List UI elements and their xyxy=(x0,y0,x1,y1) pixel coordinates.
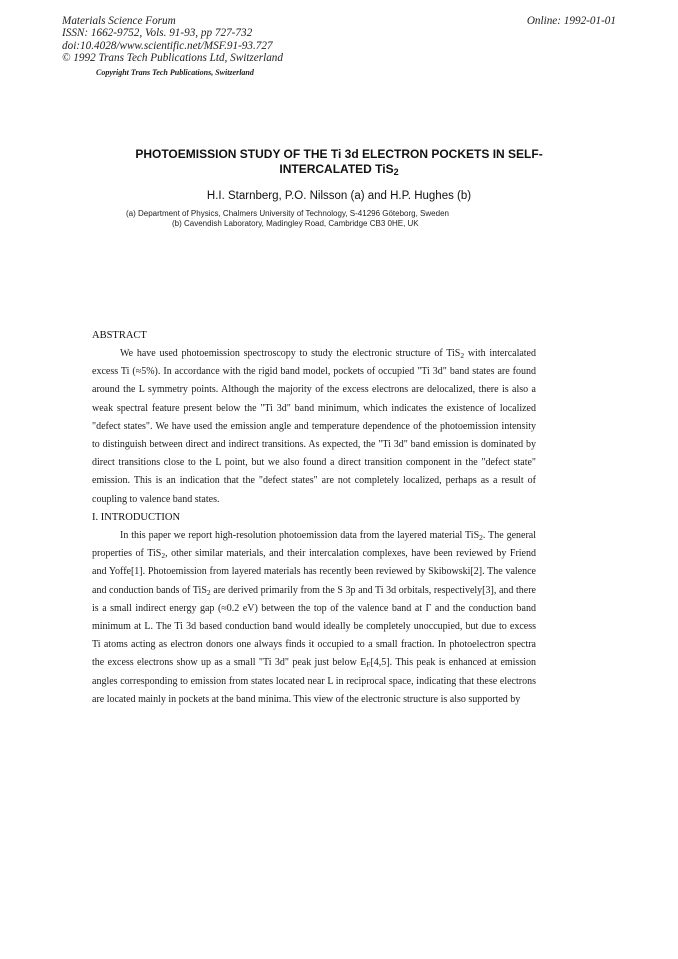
intro-text-part: [4,5]. This peak is enhanced at emission angles corresponding to emission from states located near L in reciprocal space, indicating that these electrons are located mainly in pockets at the band minima. This view of the electronic structure is also supported by xyxy=(92,657,536,705)
abstract-heading: ABSTRACT xyxy=(92,330,147,341)
title-line-2-text: INTERCALATED TiS xyxy=(279,162,394,176)
abstract-text xyxy=(92,345,536,509)
title-line-1: PHOTOEMISSION STUDY OF THE Ti 3d ELECTRON POCKETS IN SELF- xyxy=(135,147,543,161)
abstract-text-part: We have used photoemission spectroscopy to study the electronic structure of TiS xyxy=(120,348,461,359)
intro-text-part: are derived primarily from the S 3p and Ti 3d orbitals, respectively[3], and there is a small indirect energy gap (≈0.2 eV) between the top of the valence band at Γ and the conduction band minimum at L. The Ti 3d based conduction band would ideally be completely unoccupied, but due to excess Ti atoms acting as electron donors one always finds it occupied to a small fraction. In photoelectron spectra the excess electrons show up as a small "Ti 3d" peak just below E xyxy=(92,584,536,669)
intro-subscript: 2 xyxy=(161,551,166,561)
intro-text-part: , other similar materials, and their intercalation complexes, have been reviewed by Friend and Yoffe[1]. Photoemission from layered materials has recently been reviewed by Skibowski[2]. The valence and conduction bands of TiS xyxy=(92,548,536,596)
introduction-heading: I. INTRODUCTION xyxy=(92,512,181,523)
paper-title xyxy=(80,147,598,177)
title-line-2 xyxy=(80,162,598,177)
copyright-notice: Copyright Trans Tech Publications, Switzerland xyxy=(96,68,254,77)
publisher-copyright: © 1992 Trans Tech Publications Ltd, Switzerland xyxy=(62,52,283,65)
affiliation-a: (a) Department of Physics, Chalmers University of Technology, S-41296 Göteborg, Sweden xyxy=(126,209,449,218)
online-date: Online: 1992-01-01 xyxy=(526,15,616,27)
doi-line: doi:10.4028/www.scientific.net/MSF.91-93.727 xyxy=(62,39,273,52)
intro-text-part: In this paper we report high-resolution photoemission data from the layered material TiS xyxy=(120,530,480,541)
journal-metadata xyxy=(62,15,283,65)
issn-line: ISSN: 1662-9752, Vols. 91-93, pp 727-732 xyxy=(62,27,253,40)
author-list: H.I. Starnberg, P.O. Nilsson (a) and H.P. Hughes (b) xyxy=(206,190,472,202)
introduction-paragraph xyxy=(92,527,536,709)
introduction-text xyxy=(92,527,536,709)
journal-name: Materials Science Forum xyxy=(62,15,176,27)
intro-text-part: . The general properties of TiS xyxy=(92,530,536,560)
abstract-text-part: with intercalated excess Ti (≈5%). In accordance with the rigid band model, pockets of occupied "Ti 3d" band states are found around the L symmetry points. Although the majority of the excess electrons are delocalized, there is also a weak spectral feature present below the "Ti 3d" band minimum, which indicates the existence of localized "defect states". We have used the emission angle and temperature dependence of the photoemission intensity to distinguish between direct and indirect transitions. As expected, the "Ti 3d" band emission is dominated by direct transitions close to the L point, but we also found a direct transition component in the "defect state" emission. This is an indication that the "defect states" are not completely localized, perhaps as a result of coupling to valence band states. xyxy=(92,348,536,505)
intro-subscript: F xyxy=(366,660,371,670)
intro-subscript: 2 xyxy=(206,587,211,597)
affiliation-b: (b) Cavendish Laboratory, Madingley Road, Cambridge CB3 0HE, UK xyxy=(172,219,419,228)
intro-subscript: 2 xyxy=(479,533,483,542)
abstract-subscript: 2 xyxy=(460,351,465,360)
abstract-paragraph xyxy=(92,345,536,509)
title-subscript: 2 xyxy=(393,167,399,177)
